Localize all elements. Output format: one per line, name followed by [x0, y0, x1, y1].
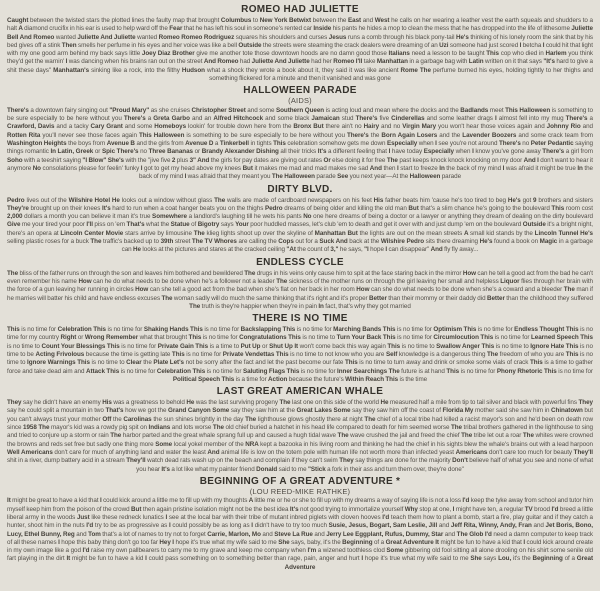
song-lyrics: This is no time for Celebration This is no time for Shaking Hands This is no time for Backslapping This is no time for Marching Bands This is no time for Optimism This is no time for Endless Thought This is no time for my country Right or Wrong Remember what that brought This is no time for Congratulations This is no time to Turn Your Back This is no time for Circumlocution This is no time for Learned Speech This is no time to Count Your Blessings This is no time for Private Gain This is a time to Put Up or Shut Up It won't come back this way again This is no time to Swallow Anger This is no time to Ignore Hate This is no time to be Acting Frivolous because the time is getting late This is no time for Private Vendettas This is no time to not know who you are Self knowledge is a dangerous thing The freedom of who you are This is no time to Ignore Warnings This is no time to Clear the Plate Let's not be sorry after the fact and let the past become our fate This is no time to turn away and drink or smoke some vials of crack This is a time to gather force and take dead aim and Attack This is no time for Celebration This is no time for Saluting Flags This is no time for Inner Searchings The future is at hand This is no time for Phony Rhetoric This is no time for Political Speech This is a time for Action because the future's Within Reach This is the time	[7, 326, 593, 383]
song-section	[7, 4, 593, 83]
song-section	[7, 386, 593, 474]
song-title: HALLOWEEN PARADE	[243, 85, 357, 97]
song-lyrics: It might be great to have a kid that I could kick around a little me to fill up with my thoughts A little me or he or she to fill up with my dreams a way of saying life is not a loss I'd keep the tyke away from school and tutor him myself keep him from the poison of the crowd But then again pristine isolation might not be the best idea It's not good trying to immortalize yourself Why stop at one, I might have ten, a regular TV brood I'd breed a little liberal army in the woods Just like these redneck lunatics I see at the local bar with their tribe of mutant inbred piglets with cloven hooves I'd teach them how to plant a bomb, start a fire, play guitar and if they catch a hunter, shoot him in the nuts I'd try to be as progressive as I could possibly be as long as I didn't have to try too much Susie, Jesus, Bogart, Sam Leslie, Jill and Jeff Rita, Winny, Andy, Fran and Jet Boris, Bono, Lucy, Ethel Bunny, Reg and Tom that's a lot of names to try not to forget Carrie, Marlon, Mo and Steve La Rue and Jerry Lee Eggplant, Rufus, Dummy, Star and The Glob I'd need a damn computer to keep track of all these names I hope this baby thing don't go too far Hey I hope it's true what my wife said to me She says, baby, it's the Beginning of a Great Adventure It might be fun to have a kid that I could kick around create in my own image like a god I'd raise my own pallbearers to carry me to my grave and keep me company when I'm a wizened toothless clod Some gibbering old fool sitting all alone drooling on his shirt some senile old fart playing in the dirt It might be fun to have a kid I could pass something on to something better than rage, pain, anger and hurt I hope it's true what my wife said to me She says Lou, it's the Beginning of a Great Adventure	[7, 497, 594, 571]
song-lyrics: Caught between the twisted stars the plotted lines the faulty map that brought Columbus to New York Betwixt between the East and West he calls on her wearing a leather vest the earth squeals and shudders to a halt A diamond crucifix in his ear is used to help ward off the Fear that he has left his soul in someone's rented car Inside his pants he hides a mop to clean the mess that he has dropped into the life of lithesome Juliette Bell And Romeo wanted Juliette And Juliette wanted Romeo Romeo Rodriguez squares his shoulders and curses Jesus runs a comb through his black pony-tail He's thinking of his lonely room the sink that by his bed gives off a stink Then smells her perfume in his eyes and her voice was like a bell Outside the streets were steaming the crack dealers were dreaming of an Uzi someone had just scored I betcha I could hit that light with my one good arm behind my back says little Joey Diaz Brother give me another tote those downtown hoods are no damn good those Italians need a lesson to be taught This cop who died in Harlem you think they'd get the warnin' I was dancing when his brains ran out on the street And Romeo had Juliette And Juliette had her Romeo I'll take Manhattan in a garbage bag with Latin written on it that says "It's hard to give a shit these days" Manhattan's sinking like a rock, into the filthy Hudson what a shock they wrote a book about it, they said it was like ancient Rome The perfume burned his eyes, holding tightly to her thighs and something flickered for a minute and then it vanished and was gone	[7, 17, 594, 83]
song-section	[7, 257, 593, 311]
song-lyrics: The bliss of the father runs on through the son and leaves him bothered and bewildered The drugs in his veins only cause him to spit at the face staring back in the mirror How can he tell a good act from the bad he can't even remember his name How can he do what needs to be done when he's a follower not a leader The sickness of the mother runs on through the girl leaving her small and helpless Liquor flies through her brain with the force of a gun leaving her running in circles How can she tell a good act from the bad when she's flat on her back in her room How can she do what needs to be done when she's a coward and a bleeder The man if he marries will batter his child and have endless excuses The woman sadly will do much the same thinking that it's right and it's proper Better than their mommy or their daddy did Better than the childhood they suffered The truth is they're happier when they're in pain In fact, that's why they got married	[7, 269, 594, 310]
song-title: LAST GREAT AMERICAN WHALE	[216, 386, 384, 398]
song-section	[7, 184, 593, 255]
song-section	[7, 313, 593, 384]
song-title: ENDLESS CYCLE	[256, 256, 344, 268]
song-title: DIRTY BLVD.	[267, 183, 333, 195]
song-subtitle: (LOU REED-MIKE RATHKE)	[249, 486, 351, 496]
song-subtitle: (AIDS)	[288, 96, 312, 106]
song-lyrics: Pedro lives out of the Wilshire Hotel He looks out a window without glass The walls are made of cardboard newspapers on his feet His father beats him 'cause he's too tired to beg He's got 9 brothers and sisters They're brought up on their knees It's hard to run when a coat hanger beats you on the thighs Pedro dreams of being older and killing the old man But that's a slim chance he's going to the boulevard This room cost 2,000 dollars a month you can believe it man it's true Somewhere a landlord's laughing till he wets his pants No one here dreams of being a doctor or a lawyer or anything they dream of dealing on the dirty boulevard Give me your tired your poor I'll piss on 'em That's what the Statue of Bigotry says Your poor huddled masses, let's club 'em to death and get it over with and just dump 'em on the boulevard Outside it's a bright night, there's an opera at Lincoln Center Movie stars arrive by limousine The klieg lights shoot up over the skyline of Manhattan But the lights are out on the mean streets A small kid stands by the Lincoln Tunnel He's selling plastic roses for a buck The traffic's backed up to 39th street The TV Whores are calling the Cops out for a Suck And back at the Wilshire Pedro sits there dreaming He's found a book on Magic in a garbage can He looks at the pictures and stares at the cracked ceiling "At the count of 3," he says, "I hope I can disappear" And fly fly away...	[7, 196, 594, 254]
song-lyrics: There's a downtown fairy singing out "Proud Mary" as she cruises Christopher Street and some Southern Queen is acting loud and mean where the docks and the Badlands meet This Halloween is something to be sure especially to be here without you There's a Greta Garbo and an Alfred Hitchcock and some black Jamaican stud There's five Cinderellas and some leather drags I almost fell into my mug There's a Crawford, Davis and a tacky Cary Grant and some Homeboys lookin' for trouble down here from the Bronx But there ain't no Hairy and no Virgin Mary you won't hear those voices again and Johnny Rio and Rotten Rita you'll never see those faces again This Halloween is something to be sure especially to be here without you There's the Born Again Losers and the Lavender Boozers and some crack team from Washington Heights the boys from Avenue B and the girls from Avenue D a Tinkerbell in tights This celebration somehow gets me down Especially when I see you're not around There's no Peter Pedantic saying things romantic In Latin, Greek or Spic There's no Three Bananas or Brandy Alexander Dishing all their tricks It's a different feeling that I have today Especially when I know you've gone away There's a girl from Soho with a teeshirt saying "I Blow" She's with the "jive five 2 plus 3" And the girls for pay dates are giving out rates Or else doing it for free The past keeps knock knock knocking on my door And I don't want to hear it anymore No consolations please for feelin' funky I got to get my head above my knees But it makes me mad and mad makes me sad And then I start to freeze In the back of my mind I was afraid it might be true In the back of my mind I was afraid that they meant you The Halloween parade See you next year—At the Halloween parade	[7, 106, 594, 181]
song-section	[7, 85, 593, 181]
song-title: BEGINNING OF A GREAT ADVENTURE *	[199, 475, 401, 487]
song-title: THERE IS NO TIME	[252, 313, 348, 325]
song-section	[7, 476, 593, 572]
song-lyrics: They say he didn't have an enemy His was a greatness to behold He was the last surviving progeny The last one on this side of the world He measured half a mile from tip to tail silver and black with powerful fins They say he could split a mountain in two That's how we got the Grand Canyon Some say they saw him at the Great Lakes Some say they saw him off the coast of Florida My mother said she saw him in Chinatown but you can't always trust your mother Off the Carolinas the sun shines brightly in the day The lighthouse glows ghostly there at night The chief of a local tribe had killed a racist mayor's son and he'd been on death row since 1958 The mayor's kid was a rowdy pig spit on Indians and lots worse The old chief buried a hatchet in his head life compared to death for him seemed worse The tribal brothers gathered in the lighthouse to sing and tried to conjure up a storm or rain The harbor parted and the great whale sprang full up and caused a hugh tidal wave The wave crushed the jail and freed the chief The tribe let out a roar The whites were crowned the browns and reds set free but sadly one thing more Some local yokel member of the NRA kept a bazooka in his living room and thinking he had the chief in his sights blew the whale's brains out with a lead harpoon Well Americans don't care for much of anything land and water the least And animal life is low on the totem pole with human life not worth more than infected yeast Americans don't care too much for beauty They'll shit in a river, dump battery acid in a stream They'll watch dead rats wash up on the beach and complain if they can't swim They say things are done for the majority Don't believe half of what you see and none of what you hear It's a lot like what my painter friend Donald said to me "Stick a fork in their ass and turn them over, they're done"	[7, 399, 594, 473]
song-title: ROMEO HAD JULIETTE	[241, 4, 359, 15]
